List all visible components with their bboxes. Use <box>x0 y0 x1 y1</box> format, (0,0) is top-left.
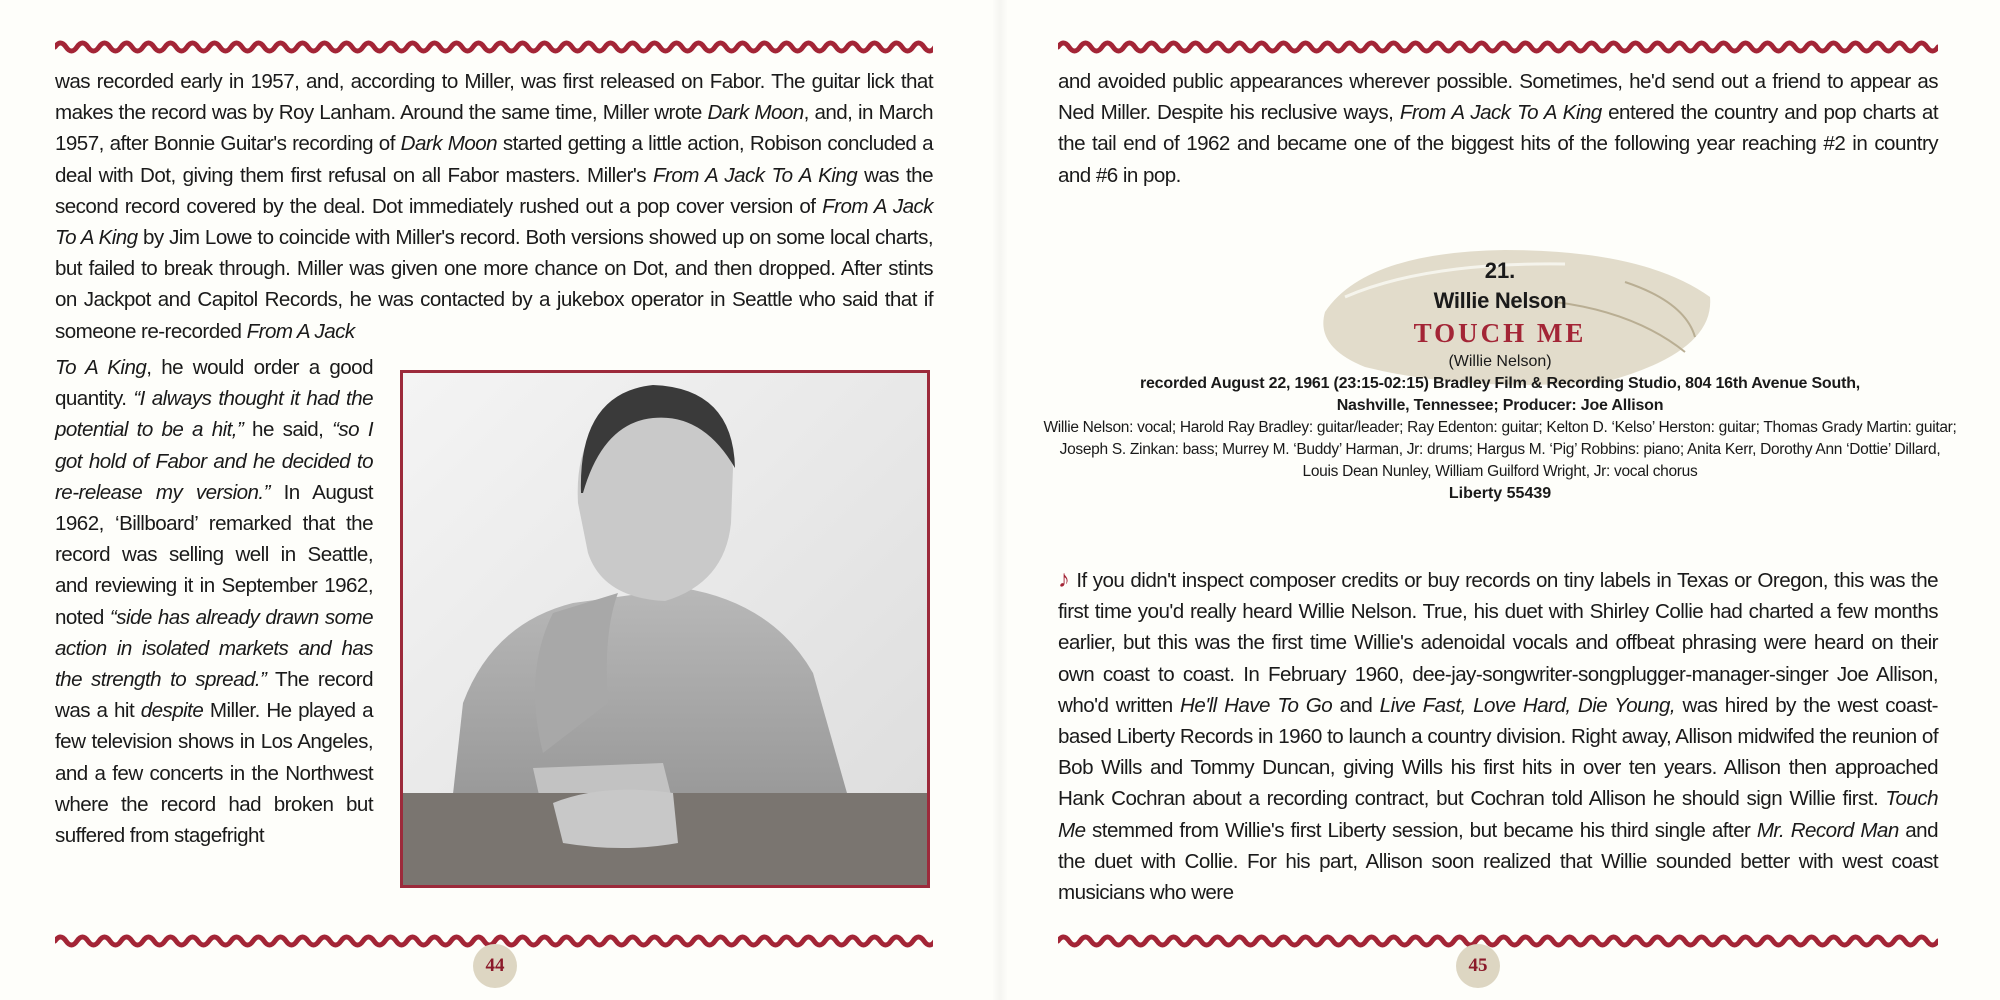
text-run: entered the country and pop charts at the tail end of 1962 and became one of the biggest hits of the following year reaching #2 in country and #6 in pop. <box>1058 101 1939 187</box>
text-run: was the second record covered by the deal. Dot immediately rushed out a pop cover version of <box>55 163 933 218</box>
page-number-badge: 44 <box>473 944 517 988</box>
track-title: TOUCH ME <box>1413 318 1587 348</box>
song-title: Mr. Record Man <box>1756 818 1899 842</box>
catalog-number: Liberty 55439 <box>1448 485 1552 502</box>
song-title: To A King <box>55 356 147 379</box>
song-title: From A Jack <box>246 319 355 343</box>
text-run: he said, <box>243 418 333 442</box>
song-title: Dark Moon <box>707 101 804 125</box>
text-run: and <box>1332 693 1380 717</box>
portrait-photo <box>400 370 930 888</box>
right-body-text <box>1058 564 1938 908</box>
session-details: recorded August 22, 1961 (23:15-02:15) Bradley Film & Recording Studio, 804 16th Avenue South, <box>1139 375 1861 392</box>
quote: “side has already drawn some action in isolated markets and has the strength to spread.” <box>55 605 373 692</box>
top-wave-divider <box>1058 36 1938 58</box>
text-run: started getting a little action, Robison concluded a deal with Dot, giving them first refusal on all Fabor masters. Miller's <box>55 132 933 187</box>
text-run: and avoided public appearances wherever possible. Sometimes, he'd send out a friend to appear as Ned Miller. Despite his reclusive ways, <box>1058 70 1938 125</box>
right-page <box>1000 0 2000 1000</box>
text-run: Miller. He played a few television shows in Los Angeles, and a few concerts in the Northwest where the record had broken but suffered from stagefright <box>55 699 373 848</box>
session-details-cont: Nashville, Tennessee; Producer: Joe Allison <box>1336 397 1664 414</box>
text-run: In August 1962, ‘Billboard’ remarked that the record was selling well in Seattle, and reviewing it in September 1962, noted <box>55 480 373 629</box>
text-run: by Jim Lowe to coincide with Miller's record. Both versions showed up on some local charts, but failed to break through. Miller was given one more chance on Dot, and then dropped. After stints on Jackpot and Capitol Records, he was contacted by a jukebox operator in Seattle who said that if someone re-recorded <box>55 226 933 343</box>
track-listing <box>1040 256 1960 505</box>
text-run: , and, in March 1957, after Bonnie Guitar's recording of <box>55 101 933 156</box>
right-intro-text <box>1058 66 1938 191</box>
quote: “I always thought it had the potential to be a hit,” <box>55 387 374 442</box>
text-run: , he would order a good quantity. <box>55 356 373 411</box>
top-wave-divider <box>55 36 933 58</box>
song-title: From A Jack To A King <box>653 163 858 187</box>
song-title: Live Fast, Love Hard, Die Young, <box>1379 693 1676 717</box>
track-artist: Willie Nelson <box>1433 288 1567 313</box>
personnel-list: Willie Nelson: vocal; Harold Ray Bradley: guitar/leader; Ray Edenton: guitar; Kelton D. ‘Kelso’ Herston: guitar; Thomas Grady Martin: guitar; Joseph S. Zinkan: bass; Murrey M. ‘Buddy’ Harman, Jr: drums; Hargus M. ‘Pig’ Robbins: piano; Anita Kerr, Dorothy Ann ‘Dottie’ Dillard, Louis Dean Nunley, William Guilford Wright, Jr: vocal chorus <box>1043 419 1957 480</box>
song-title: Touch Me <box>1058 787 1938 842</box>
quote: “so I got hold of Fabor and he decided to re-release my version.” <box>55 418 373 504</box>
book-gutter <box>992 0 1008 1000</box>
track-composer: (Willie Nelson) <box>1448 353 1552 370</box>
left-column-text <box>55 352 373 851</box>
track-number: 21. <box>1484 258 1516 283</box>
text-run: was hired by the west coast-based Liberty Records in 1960 to launch a country division. Right away, Allison midwifed the reunion of Bob Wills and Tommy Duncan, giving Wills his first hits in over ten years. Allison then approached Hank Cochran about a recording contract, but Cochran told Allison he should sign Willie first. <box>1058 693 1938 811</box>
music-note-icon: ♪ <box>1058 566 1071 593</box>
song-title: He'll Have To Go <box>1180 693 1333 717</box>
song-title: From A Jack To A King <box>55 194 933 250</box>
text-run: was recorded early in 1957, and, according to Miller, was first released on Fabor. The guitar lick that makes the record was by Roy Lanham. Around the same time, Miller wrote <box>55 70 933 125</box>
text-run: stemmed from Willie's first Liberty session, but became his third single after <box>1085 818 1757 842</box>
left-body-text <box>55 66 933 347</box>
text-run: If you didn't inspect composer credits or buy records on tiny labels in Texas or Oregon, this was the first time you'd really heard Willie Nelson. True, his duet with Shirley Collie had charted a few months earlier, but this was the first time Willie's adenoidal vocals and offbeat phrasing were heard on their own coast to coast. In February 1960, dee-jay-songwriter-songplugger-manager-singer Joe Allison, who'd written <box>1058 569 1938 717</box>
song-title: Dark Moon <box>400 132 498 156</box>
song-title: From A Jack To A King <box>1399 101 1602 125</box>
text-run: and the duet with Collie. For his part, Allison soon realized that Willie sounded better with west coast musicians who were <box>1058 818 1938 905</box>
text-run: The record was a hit <box>55 668 373 723</box>
bottom-wave-divider <box>1058 930 1938 952</box>
page-number-badge: 45 <box>1456 944 1500 988</box>
emphasis: despite <box>140 699 204 723</box>
